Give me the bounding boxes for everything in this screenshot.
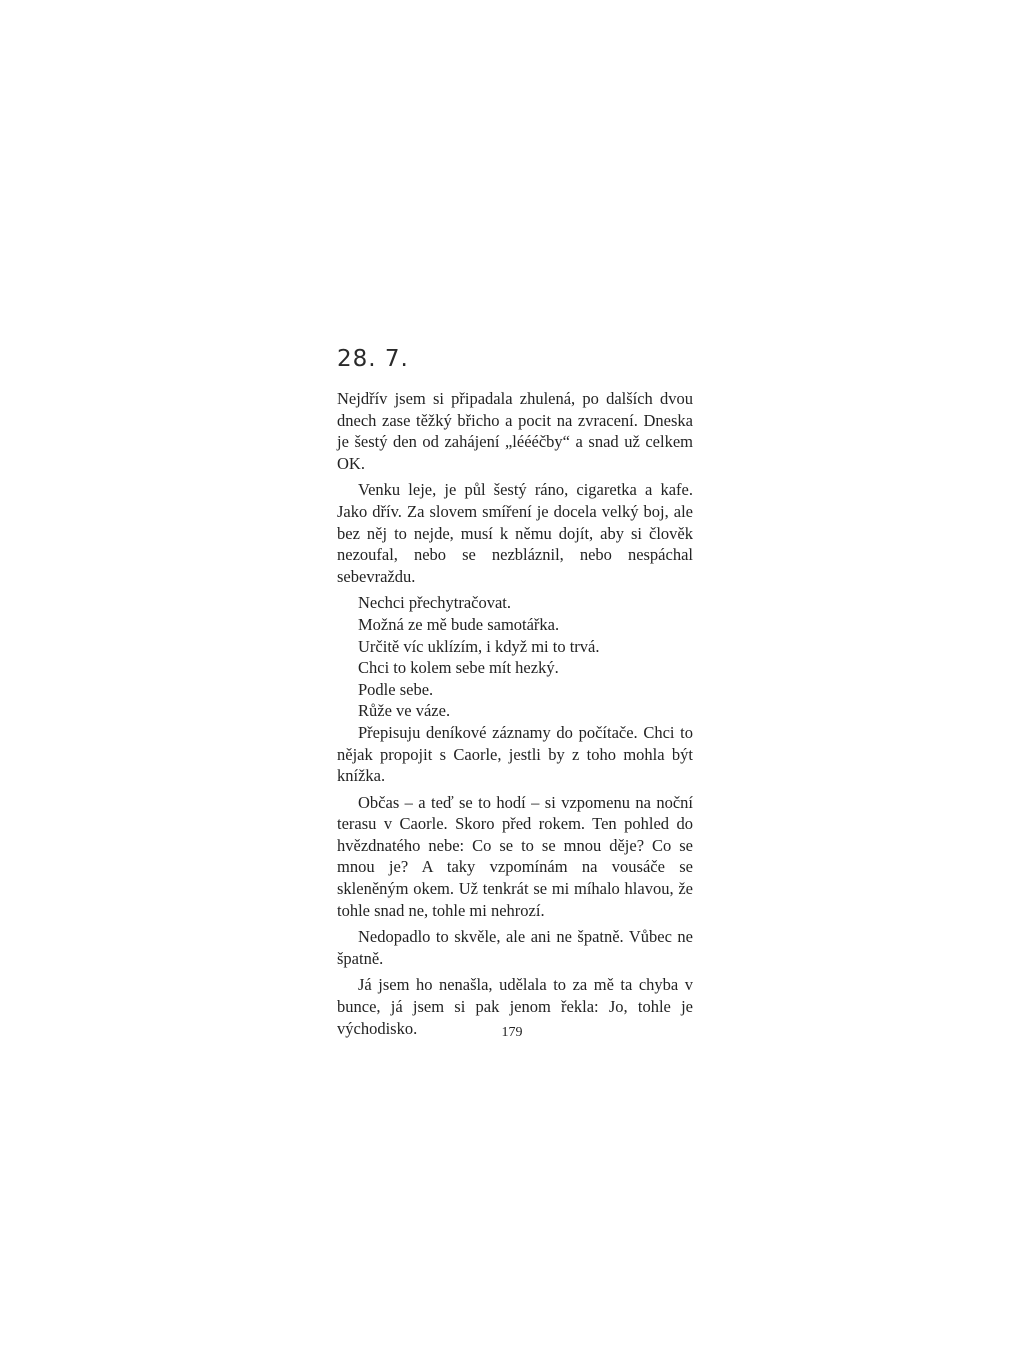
paragraph: Růže ve váze. (358, 701, 451, 721)
paragraph: Chci to kolem sebe mít hezký. (358, 658, 559, 678)
paragraph: Občas – a teď se to hodí – si vzpomenu na noční terasu v Caorle. Skoro před rokem. Ten pohled do hvězdnatého nebe: Co se to se mnou děje? Co se mnou je? A taky vzpomínám na vousáče se skleněným okem. Už tenkrát se mi míhalo hlavou, že tohle snad ne, tohle mi nehrozí. (337, 792, 693, 920)
page-number: 179 (501, 1025, 523, 1040)
paragraph: Nejdřív jsem si připadala zhulená, po dalších dvou dnech zase těžký břicho a pocit na zvracení. Dneska je šestý den od zahájení „léééčby“ a snad už celkem OK. (337, 389, 693, 473)
paragraph: Přepisuju deníkové záznamy do počítače. Chci to nějak propojit s Caorle, jestli by z toho mohla být knížka. (337, 722, 693, 786)
paragraph: Určitě víc uklízím, i když mi to trvá. (358, 636, 600, 656)
paragraph: Podle sebe. (358, 679, 434, 699)
paragraph: Venku leje, je půl šestý ráno, cigaretka a kafe. Jako dřív. Za slovem smíření je docela velký boj, ale bez něj to nejde, musí k němu dojít, aby si člověk nezoufal, nebo se nezbláznil, nebo nespáchal sebevraždu. (337, 480, 693, 586)
diary-entry-date: 28. 7. (337, 346, 409, 372)
paragraph: Já jsem ho nenašla, udělala to za mě ta chyba v bunce, já jsem si pak jenom řekla: Jo, tohle je východisko. (337, 975, 693, 1038)
paragraph: Nechci přechytračovat. (358, 593, 511, 613)
paragraph: Nedopadlo to skvěle, ale ani ne špatně. Vůbec ne špatně. (337, 927, 693, 968)
paragraph: Možná ze mě bude samotářka. (358, 614, 560, 634)
diary-entry-text (337, 388, 693, 1039)
